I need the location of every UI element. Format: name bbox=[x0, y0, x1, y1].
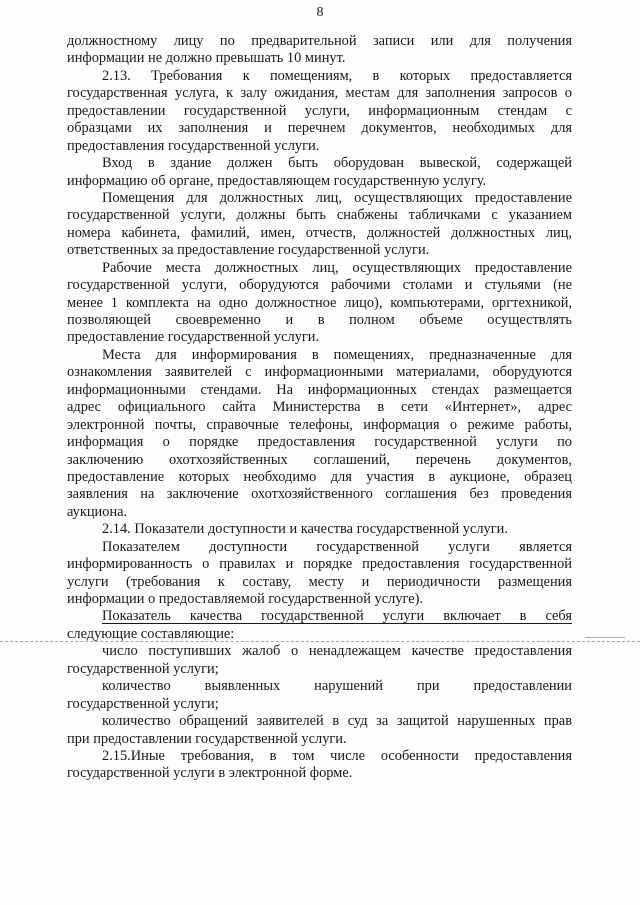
text-line: информированность о правилах и порядке предоставления государственной bbox=[67, 556, 572, 573]
text-line: электронной почты, справочные телефоны, информация о режиме работы, bbox=[67, 416, 572, 433]
text-line: Показатель качества государственной услуги включает в себя bbox=[102, 608, 572, 625]
scan-artifact-line bbox=[0, 641, 640, 642]
text-line: Рабочие места должностных лиц, осуществляющих предоставление bbox=[102, 259, 572, 276]
page-number: 8 bbox=[316, 5, 324, 20]
text-line: заключению охотхозяйственных соглашений, перечень документов, bbox=[67, 451, 572, 468]
text-line: позволяющей своевременно и в полном объеме осуществлять bbox=[67, 312, 572, 328]
scan-artifact-mark bbox=[585, 637, 625, 638]
text-line: Показателем доступности государственной услуги является bbox=[102, 538, 572, 555]
text-line: 2.15.Иные требования, в том числе особенности предоставления bbox=[102, 747, 572, 764]
text-line: следующие составляющие: bbox=[67, 625, 235, 642]
text-line: при предоставлении государственной услуги. bbox=[67, 730, 347, 747]
text-line: Помещения для должностных лиц, осуществляющих предоставление bbox=[102, 189, 572, 206]
text-line: номера кабинета, фамилий, имен, отчеств, должностей должностных лиц, bbox=[67, 224, 572, 241]
text-line: Вход в здание должен быть оборудован вывеской, содержащей bbox=[102, 155, 572, 172]
text-line: адрес официального сайта Министерства в сети «Интернет», адрес bbox=[67, 399, 572, 416]
text-line: 2.13. Требования к помещениям, в которых предоставляется bbox=[102, 67, 572, 84]
text-line: государственной услуги, оборудуются рабочими столами и стульями (не bbox=[67, 277, 572, 294]
text-line: государственной услуги в электронной форме. bbox=[67, 765, 353, 782]
text-line: предоставление которых необходимо для участия в аукционе, образец bbox=[67, 468, 572, 485]
text-line: государственная услуга, к залу ожидания, местам для заполнения запросов о bbox=[67, 85, 572, 102]
text-line: менее 1 комплекта на одно должностное лицо), компьютерами, оргтехникой, bbox=[67, 294, 572, 311]
text-line: предоставления государственной услуги. bbox=[67, 137, 320, 154]
text-line: информации о предоставляемой государственной услуге). bbox=[67, 591, 423, 607]
text-line: предоставлении государственной услуги, информационным стендам с bbox=[67, 102, 572, 119]
text-line: услуги (требования к составу, месту и периодичности размещения bbox=[67, 573, 572, 590]
text-line: ответственных за предоставление государственной услуги. bbox=[67, 242, 430, 259]
text-line: должностному лицу по предварительной записи или для получения bbox=[67, 33, 572, 49]
text-line: информация о порядке предоставления государственной услуги по bbox=[67, 434, 572, 451]
text-line: информацию об органе, предоставляющем государственную услугу. bbox=[67, 172, 487, 189]
text-line: 2.14. Показатели доступности и качества государственной услуги. bbox=[102, 521, 508, 538]
text-line: аукциона. bbox=[67, 503, 128, 520]
text-line: ознакомления заявителей с информационными материалами, оборудуются bbox=[67, 364, 572, 381]
text-line: Места для информирования в помещениях, предназначенные для bbox=[102, 346, 572, 363]
text-line: количество обращений заявителей в суд за защитой нарушенных прав bbox=[102, 713, 572, 730]
text-line: число поступивших жалоб о ненадлежащем качестве предоставления bbox=[102, 643, 572, 660]
text-line: заявления на заключение охотхозяйственного соглашения без проведения bbox=[67, 486, 572, 503]
text-line: предоставление государственной услуги. bbox=[67, 329, 320, 346]
text-line: государственной услуги, должны быть снабжены табличками с указанием bbox=[67, 207, 572, 224]
body-text bbox=[67, 33, 572, 783]
text-line: государственной услуги; bbox=[67, 695, 219, 712]
text-line: информационными стендами. На информационных стендах размещается bbox=[67, 381, 572, 398]
text-line: образцами их заполнения и перечнем документов, необходимых для bbox=[67, 120, 572, 137]
text-line: государственной услуги; bbox=[67, 660, 219, 677]
text-line: количество выявленных нарушений при предоставлении bbox=[102, 678, 572, 695]
text-line: информации не должно превышать 10 минут. bbox=[67, 50, 346, 67]
